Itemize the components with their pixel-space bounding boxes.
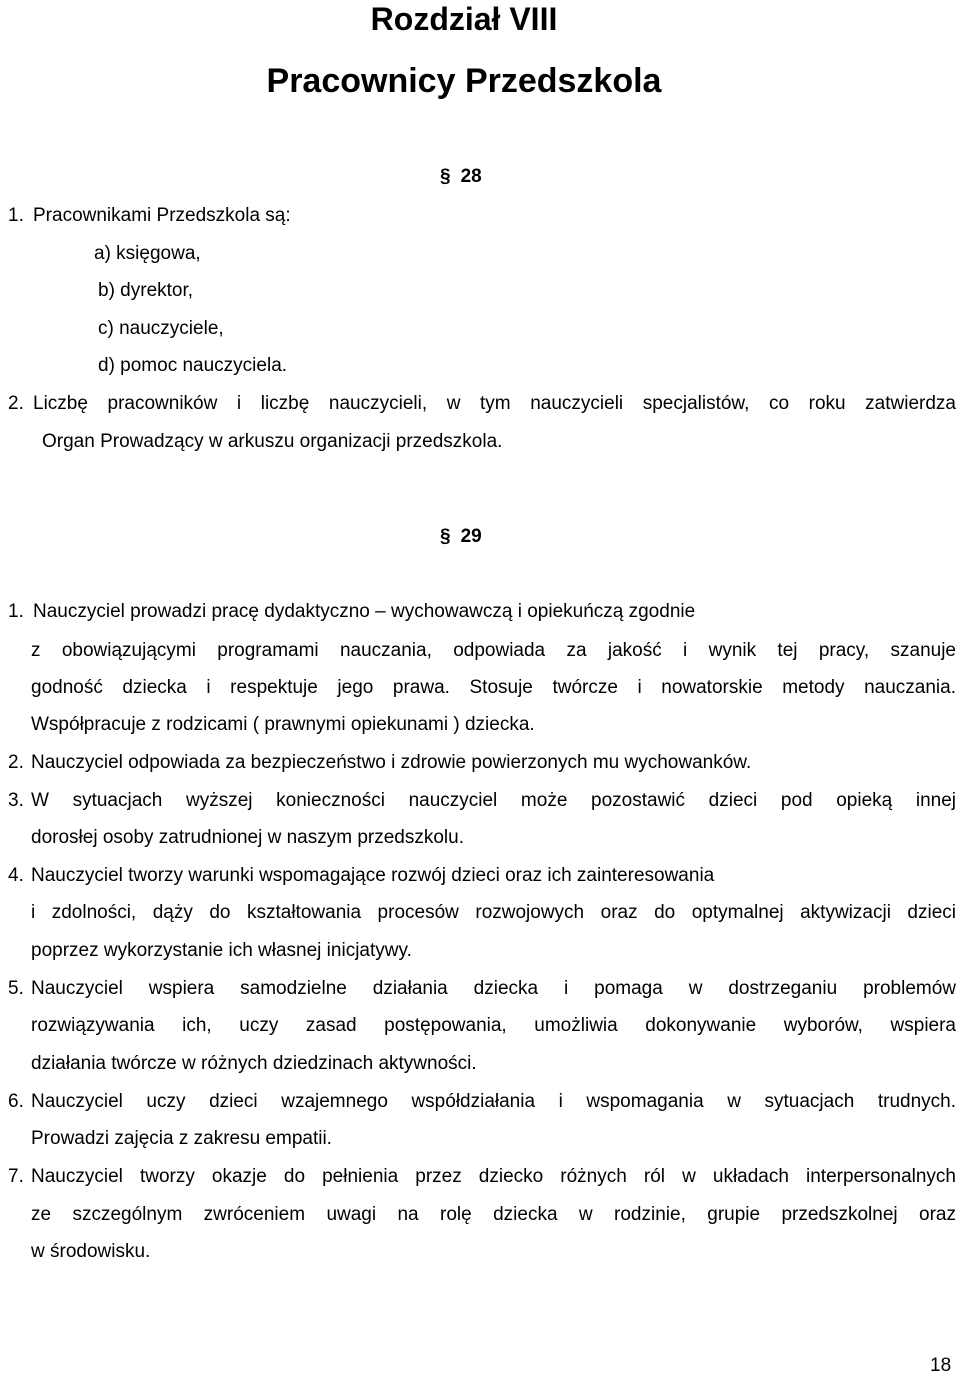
section-symbol: § [440,526,451,547]
item-number: 1. [8,205,24,226]
chapter-subtitle: Pracownicy Przedszkola [266,62,662,100]
sub-item: c) nauczyciele, [98,318,224,339]
section-heading-28 [440,165,482,189]
item-line: działania twórcze w różnych dziedzinach aktywności. [31,1053,477,1074]
item-line: i zdolności, dąży do kształtowania procesów rozwojowych oraz do optymalnej aktywizacji dzieci [31,902,956,923]
item-line: dorosłej osoby zatrudnionej w naszym przedszkolu. [31,827,464,848]
item-line: Organ Prowadzący w arkuszu organizacji przedszkola. [42,431,503,452]
item-number: 5. [8,978,24,999]
item-line: Współpracuje z rodzicami ( prawnymi opiekunami ) dziecka. [31,714,535,735]
item-number: 6. [8,1091,24,1112]
item-line: Liczbę pracowników i liczbę nauczycieli, w tym nauczycieli specjalistów, co roku zatwierdza [33,393,956,414]
item-number: 3. [8,790,24,811]
section-symbol: § [440,166,451,187]
item-line: Nauczyciel tworzy warunki wspomagające rozwój dzieci oraz ich zainteresowania [31,865,715,886]
item-line: Prowadzi zajęcia z zakresu empatii. [31,1128,332,1149]
item-text: Pracownikami Przedszkola są: [33,205,291,226]
item-line: Nauczyciel prowadzi pracę dydaktyczno – wychowawczą i opiekuńczą zgodnie [33,601,696,622]
item-number: 2. [8,393,24,414]
item-line: Nauczyciel tworzy okazje do pełnienia przez dziecko różnych ról w układach interpersonalnych [31,1166,956,1187]
item-number: 2. [8,752,24,773]
item-line: godność dziecka i respektuje jego prawa. Stosuje twórcze i nowatorskie metody nauczania. [31,677,956,698]
section-number: 28 [460,166,482,187]
sub-item: b) dyrektor, [98,280,194,301]
item-number: 7. [8,1166,24,1187]
item-line: rozwiązywania ich, uczy zasad postępowania, umożliwia dokonywanie wyborów, wspiera [31,1015,956,1036]
section-number: 29 [460,526,482,547]
chapter-title: Rozdział VIII [370,1,558,37]
sub-item: a) księgowa, [94,243,201,264]
section-heading-29 [440,525,482,549]
item-number: 4. [8,865,24,886]
item-line: w środowisku. [31,1241,151,1262]
page-number: 18 [930,1355,952,1376]
item-line: Nauczyciel uczy dzieci wzajemnego współdziałania i wspomagania w sytuacjach trudnych. [31,1091,956,1112]
item-line: poprzez wykorzystanie ich własnej inicjatywy. [31,940,412,961]
item-line: ze szczególnym zwróceniem uwagi na rolę dziecka w rodzinie, grupie przedszkolnej oraz [31,1204,956,1225]
sub-item: d) pomoc nauczyciela. [98,355,288,376]
item-number: 1. [8,601,24,622]
item-line: Nauczyciel odpowiada za bezpieczeństwo i zdrowie powierzonych mu wychowanków. [31,752,752,773]
item-line: Nauczyciel wspiera samodzielne działania dziecka i pomaga w dostrzeganiu problemów [31,978,956,999]
item-line: W sytuacjach wyższej konieczności nauczyciel może pozostawić dzieci pod opieką innej [31,790,956,811]
item-line: z obowiązującymi programami nauczania, odpowiada za jakość i wynik tej pracy, szanuje [31,640,956,661]
